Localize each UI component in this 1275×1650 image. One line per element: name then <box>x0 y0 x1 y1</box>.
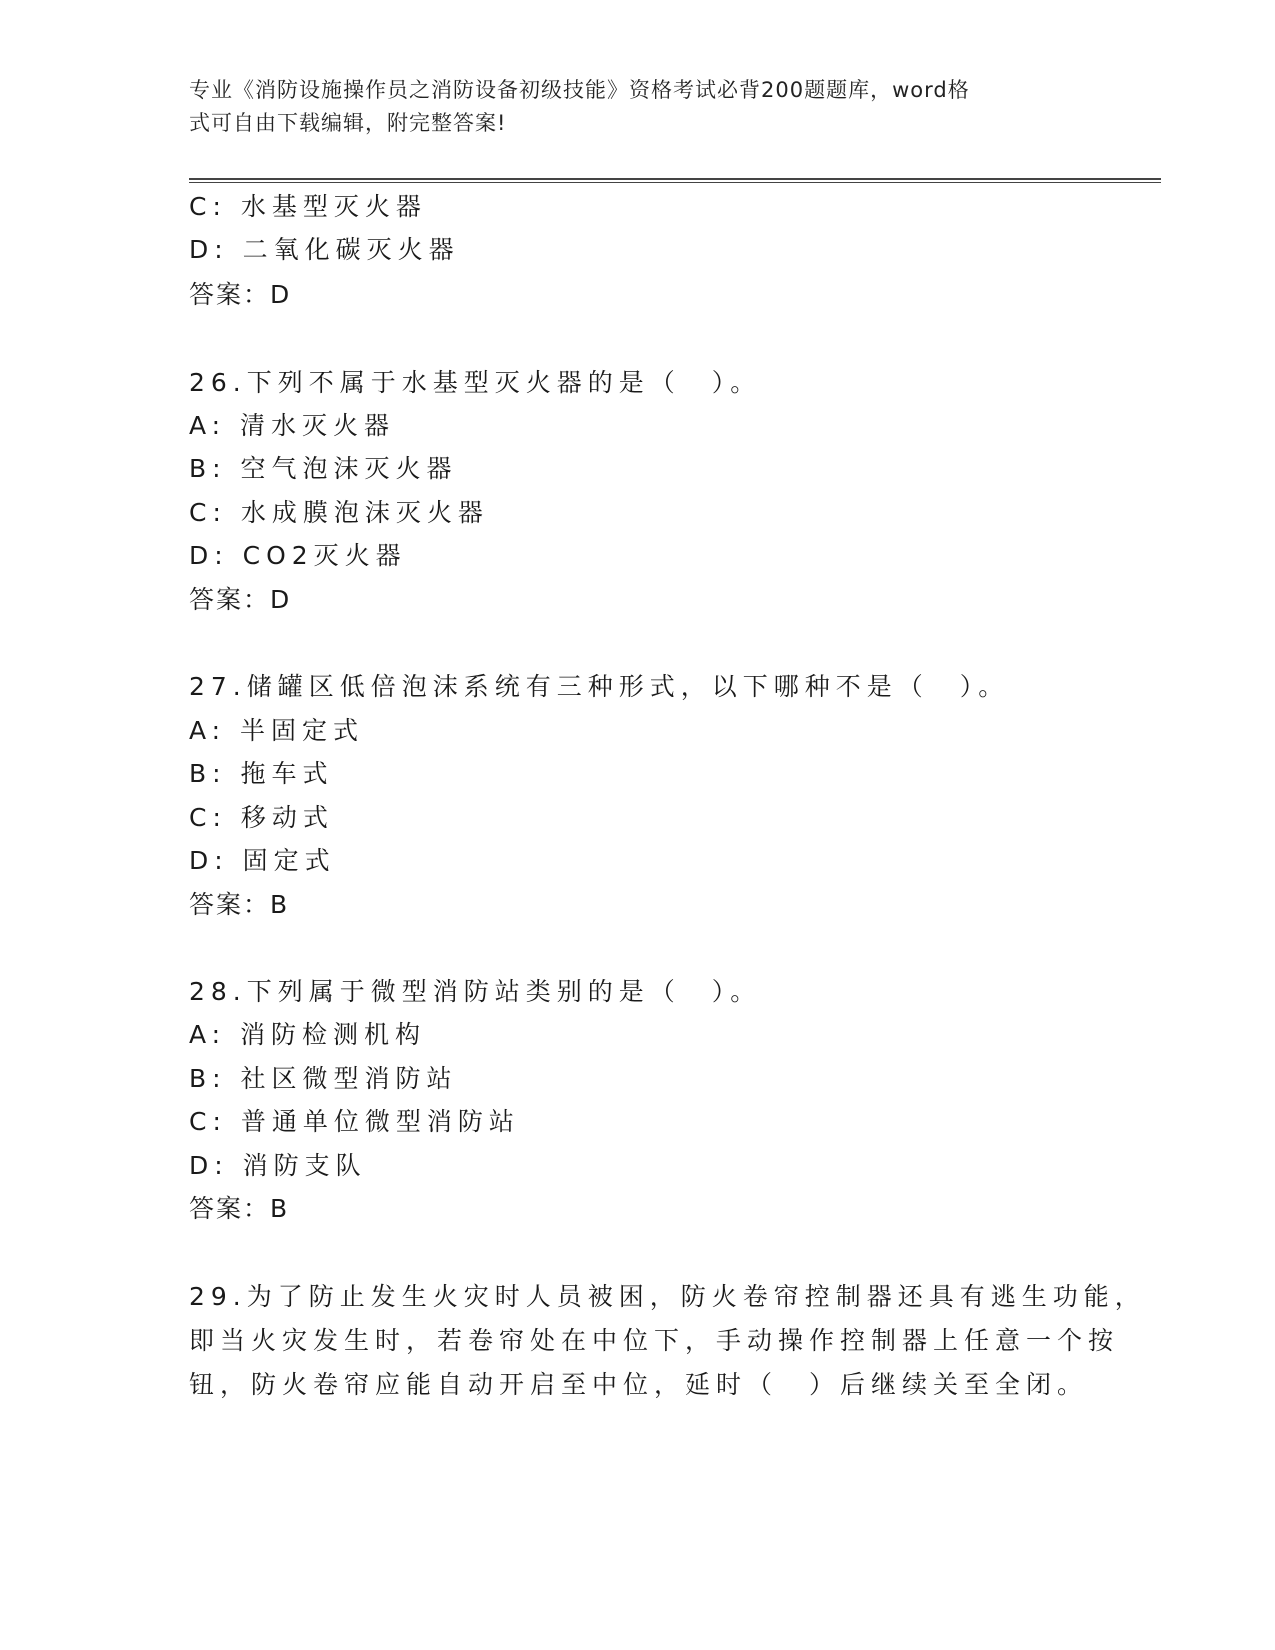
q27-option-b: B: 拖车式 <box>189 759 334 788</box>
q26-option-d: D: CO2灭火器 <box>189 541 407 570</box>
q27-option-a: A: 半固定式 <box>189 716 365 745</box>
document-header <box>189 74 1079 140</box>
q28-answer: 答案：B <box>189 1194 290 1223</box>
q28-option-a: A: 消防检测机构 <box>189 1020 427 1049</box>
q27-option-d: D: 固定式 <box>189 846 336 875</box>
q26-option-c: C: 水成膜泡沫灭火器 <box>189 498 489 527</box>
q26-answer: 答案：D <box>189 585 292 614</box>
q26-stem: 26.下列不属于水基型灭火器的是（ ）。 <box>189 368 762 397</box>
q29-stem-line-3: 钮，防火卷帘应能自动开启至中位，延时（ ）后继续关至全闭。 <box>189 1370 1089 1399</box>
q26-option-a: A: 清水灭火器 <box>189 411 396 440</box>
q28-option-c: C: 普通单位微型消防站 <box>189 1107 520 1136</box>
header-line-2: 式可自由下载编辑，附完整答案! <box>189 111 507 135</box>
q27-option-c: C: 移动式 <box>189 803 334 832</box>
q27-answer: 答案：B <box>189 890 290 919</box>
q29-stem-line-1: 29.为了防止发生火灾时人员被困，防火卷帘控制器还具有逃生功能， <box>189 1282 1146 1311</box>
q25-answer: 答案：D <box>189 280 292 309</box>
header-line-1: 专业《消防设施操作员之消防设备初级技能》资格考试必背200题题库，word格 <box>189 78 970 102</box>
q28-option-d: D: 消防支队 <box>189 1151 367 1180</box>
q25-option-c: C: 水基型灭火器 <box>189 192 427 221</box>
q25-option-d: D: 二氧化碳灭火器 <box>189 235 460 264</box>
q28-option-b: B: 社区微型消防站 <box>189 1064 458 1093</box>
q26-option-b: B: 空气泡沫灭火器 <box>189 454 458 483</box>
header-divider <box>189 178 1161 183</box>
q27-stem: 27.储罐区低倍泡沫系统有三种形式，以下哪种不是（ ）。 <box>189 672 1010 701</box>
q28-stem: 28.下列属于微型消防站类别的是（ ）。 <box>189 977 762 1006</box>
q29-stem-line-2: 即当火灾发生时，若卷帘处在中位下，手动操作控制器上任意一个按 <box>189 1326 1120 1355</box>
